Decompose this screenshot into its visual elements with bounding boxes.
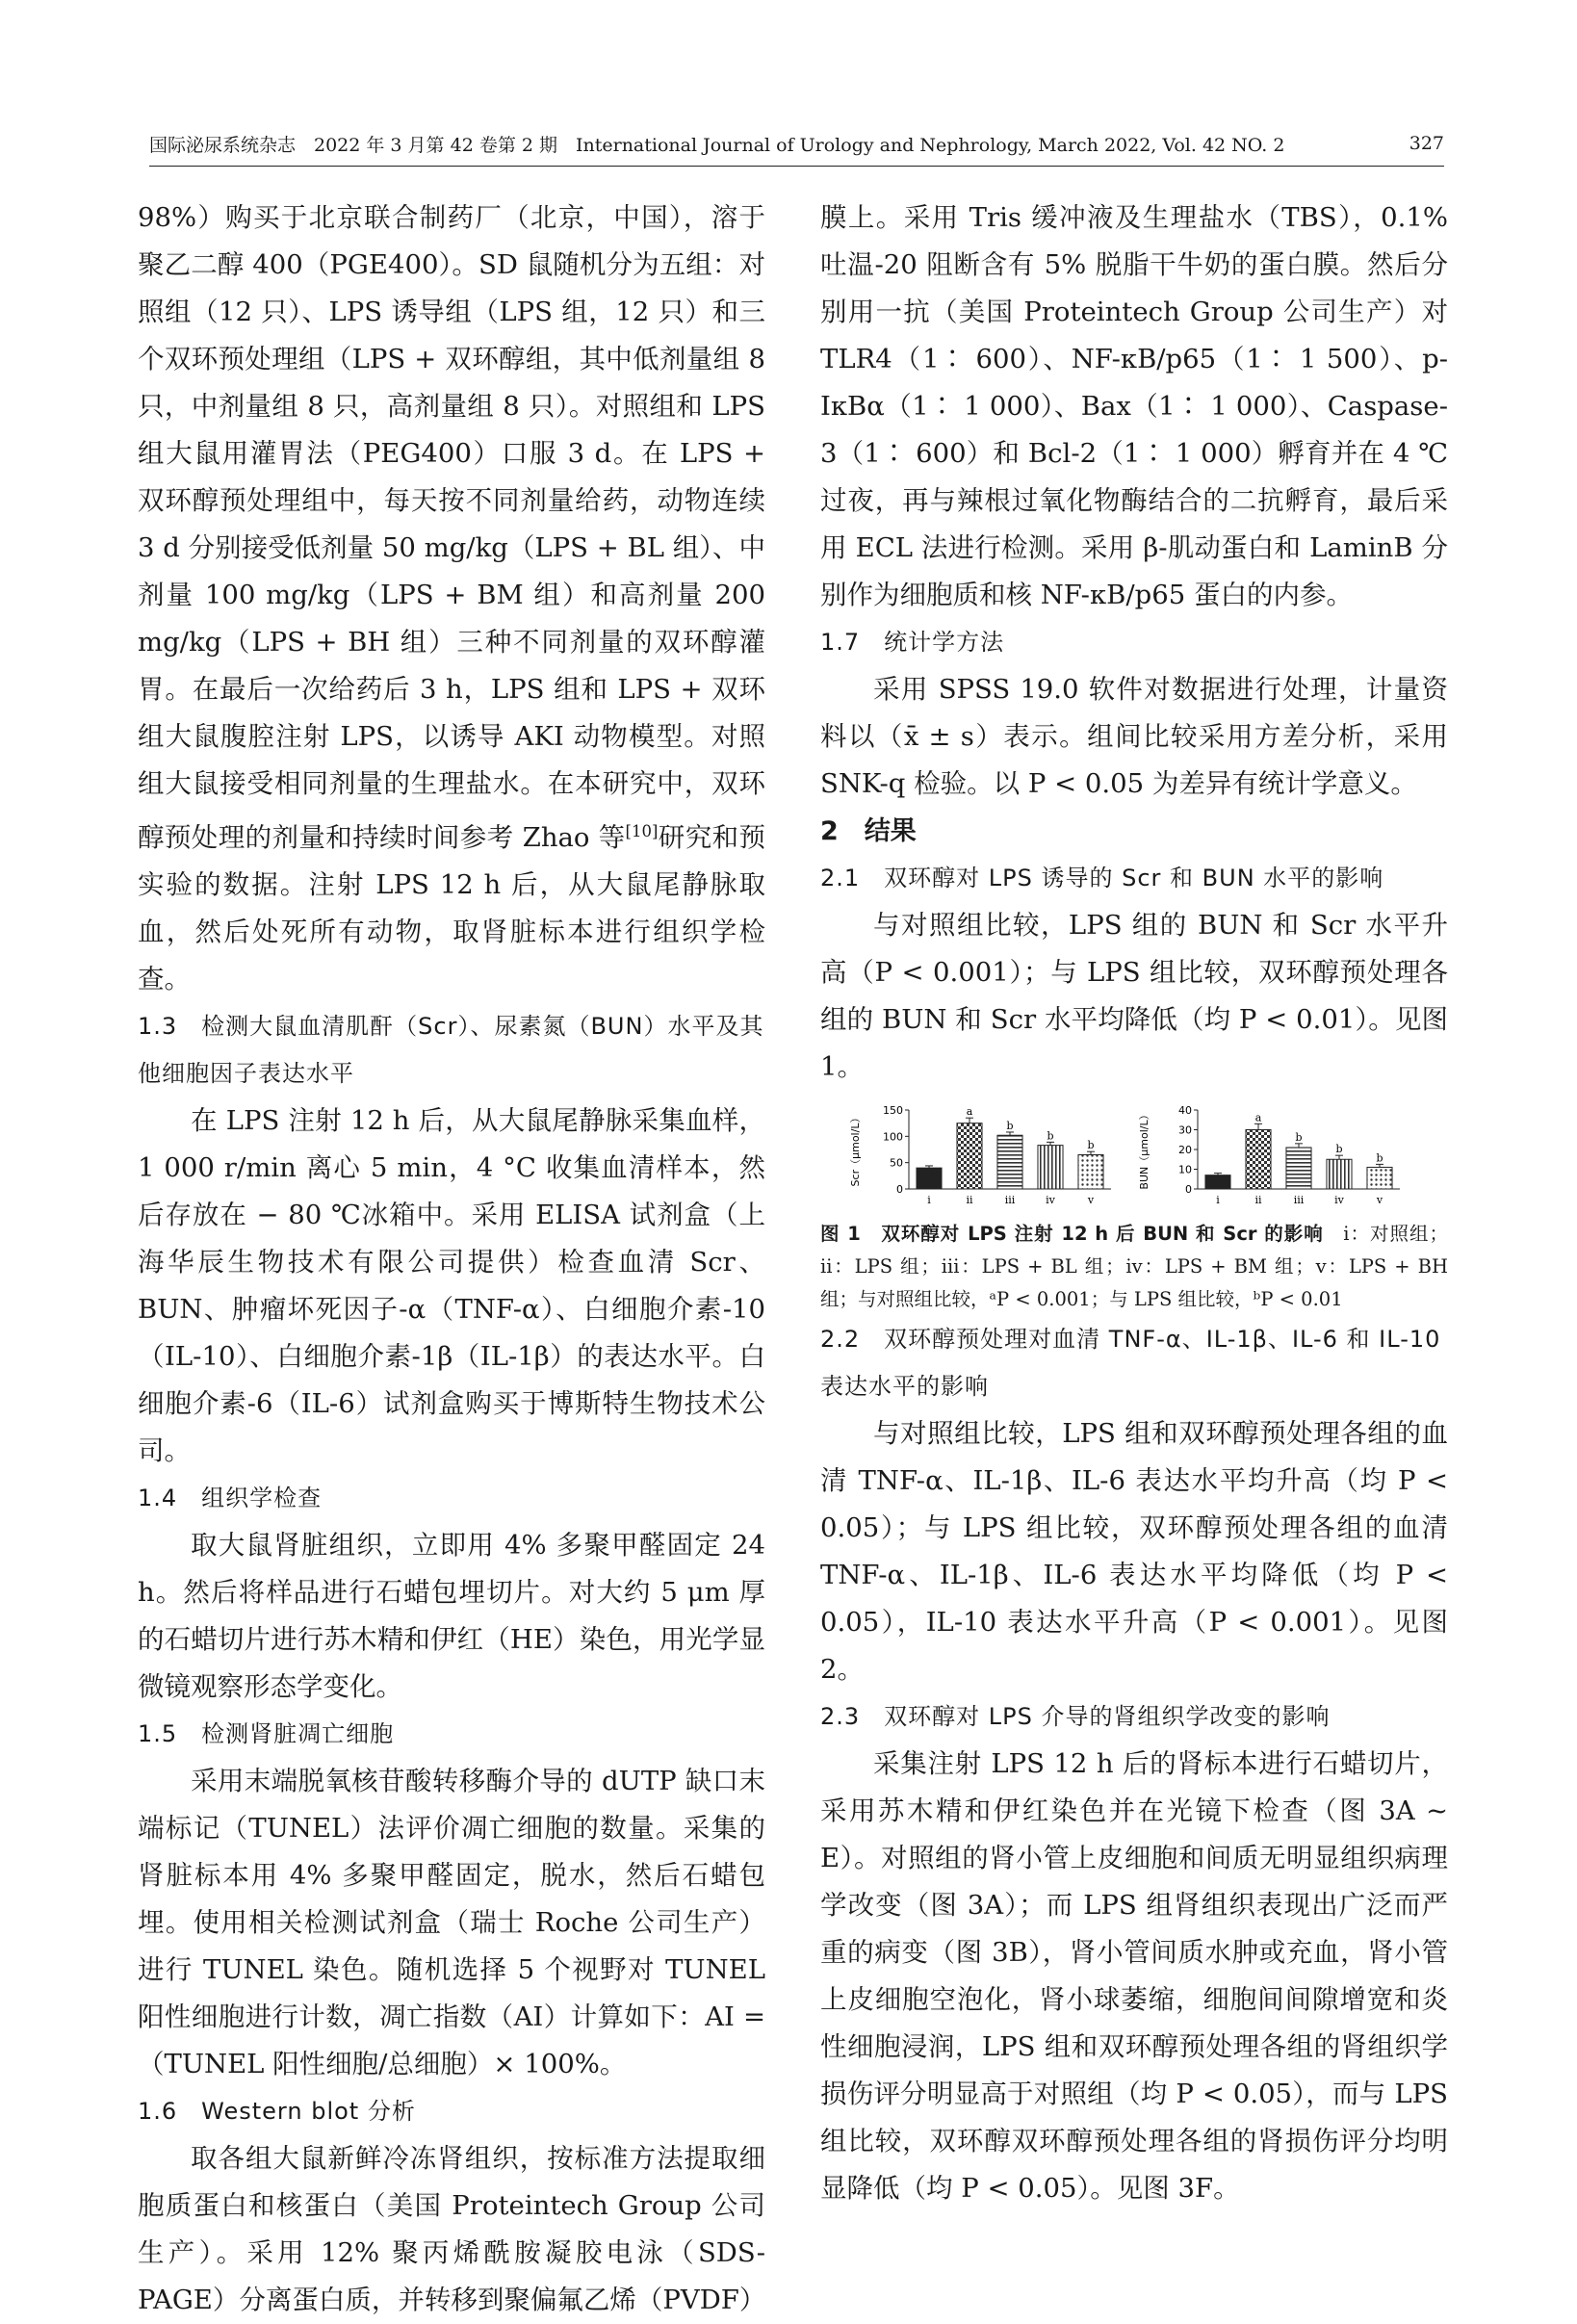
significance-label: b [1087,1139,1095,1152]
x-tick-label: iii [1004,1194,1016,1206]
bar [1038,1146,1063,1189]
paragraph-1-5: 采用末端脱氧核苷酸转移酶介导的 dUTP 缺口末端标记（TUNEL）法评价凋亡细胞的数量。采集的肾脏标本用 4% 多聚甲醛固定，脱水，然后石蜡包埋。使用相关检测试剂盒（瑞士 Roche 公司生产）进行 TUNEL 染色。随机选择 5 个视野对 TUNEL 阳性细胞进行计数，凋亡指数（AI）计算如下：AI =（TUNEL 阳性细胞/总细胞）× 100%。 [138,1766,765,2080]
section-heading-2-1: 2.1 双环醇对 LPS 诱导的 Scr 和 BUN 水平的影响 [820,865,1384,891]
paragraph-1-6-cont: 膜上。采用 Tris 缓冲液及生理盐水（TBS），0.1% 吐温-20 阻断含有 5% 脱脂干牛奶的蛋白膜。然后分别用一抗（美国 Proteintech Group 公司生产）对 TLR4（1∶ 600）、NF-κB/p65（1∶ 1 500）、p-IκBα（1∶ 1 000）、Bax（1∶ 1 000）、Caspase-3（1∶ 600）和 Bcl-2（1∶ 1 000）孵育并在 4 ℃过夜，再与辣根过氧化物酶结合的二抗孵育，最后采用 ECL 法进行检测。采用 β-肌动蛋白和 LaminB 分别作为细胞质和核 NF-κB/p65 蛋白的内参。 [820,202,1448,610]
bar [1367,1167,1392,1189]
x-tick-label: ii [966,1194,973,1206]
bar [1286,1148,1311,1189]
bar [997,1135,1022,1189]
bar [957,1123,982,1189]
paragraph-1-7: 采用 SPSS 19.0 软件对数据进行处理，计量资料以（x̄ ± s）表示。组间比较采用方差分析，采用 SNK-q 检验。以 P < 0.05 为差异有统计学意义。 [820,674,1448,799]
y-axis-label: BUN（μmol/L） [1138,1109,1150,1190]
paragraph-1-6: 取各组大鼠新鲜冷冻肾组织，按标准方法提取细胞质蛋白和核蛋白（美国 Proteintech Group 公司生产）。采用 12% 聚丙烯酰胺凝胶电泳（SDS-PAGE）分离蛋白质，并转移到聚偏氟乙烯（PVDF） [138,2143,766,2316]
bun-bar-chart [1128,1100,1427,1214]
y-tick-label: 0 [896,1183,903,1196]
y-tick-label: 50 [890,1156,903,1170]
header-rule [149,166,1444,167]
bar [1078,1154,1103,1189]
y-tick-label: 10 [1178,1163,1192,1176]
left-column [138,194,765,2324]
x-tick-label: iii [1293,1194,1305,1206]
section-heading-1-3: 1.3 检测大鼠血清肌酐（Scr）、尿素氮（BUN）水平及其他细胞因子表达水平 [138,1013,764,1088]
figure-1 [820,1100,1448,1214]
paragraph-2-2: 与对照组比较，LPS 组和双环醇预处理各组的血清 TNF-α、IL-1β、IL-6 表达水平均升高（均 P < 0.05）；与 LPS 组比较，双环醇预处理各组的血清 TNF-α、IL-1β、IL-6 表达水平均降低（均 P < 0.05），IL-10 表达水平升高（P < 0.001）。见图 2。 [820,1418,1448,1685]
x-tick-label: iv [1334,1194,1344,1206]
paragraph-1-4: 取大鼠肾脏组织，立即用 4% 多聚甲醛固定 24 h。然后将样品进行石蜡包埋切片。对大约 5 μm 厚的石蜡切片进行苏木精和伊红（HE）染色，用光学显微镜观察形态学变化。 [138,1530,765,1703]
y-tick-label: 30 [1178,1123,1192,1137]
section-heading-1-7: 1.7 统计学方法 [820,629,1005,656]
paragraph-2-1: 与对照组比较，LPS 组的 BUN 和 Scr 水平升高（P < 0.001）；与 LPS 组比较，双环醇预处理各组的 BUN 和 Scr 水平均降低（均 P < 0.01）。见图 1。 [820,910,1448,1082]
bar [1327,1159,1352,1189]
x-tick-label: v [1087,1194,1095,1206]
page-number: 327 [1409,133,1444,154]
citation-ref: [10] [625,822,659,840]
significance-label: a [1254,1111,1262,1124]
right-column [820,194,1448,2212]
significance-label: a [966,1105,973,1119]
bar [1246,1130,1271,1190]
figure-1-caption-body: ⅰ：对照组；ⅱ：LPS 组；ⅲ：LPS + BL 组；ⅳ：LPS + BM 组；ⅴ：LPS + BH 组；与对照组比较，ᵃP < 0.001；与 LPS 组比较，ᵇP < 0.01 [820,1223,1448,1310]
y-axis-label: Scr（μmol/L） [849,1112,862,1187]
scr-bar-chart [840,1100,1138,1214]
section-heading-2-3: 2.3 双环醇对 LPS 介导的肾组织学改变的影响 [820,1703,1331,1730]
y-tick-label: 100 [883,1130,903,1144]
x-tick-label: i [927,1194,931,1206]
figure-1-caption [820,1218,1448,1316]
significance-label: b [1047,1129,1054,1143]
x-tick-label: ii [1254,1194,1262,1206]
significance-label: b [1335,1143,1343,1156]
y-tick-label: 20 [1178,1144,1192,1156]
x-tick-label: v [1376,1194,1383,1206]
significance-label: b [1006,1119,1014,1132]
running-header [149,127,1444,160]
x-tick-label: iv [1046,1194,1055,1206]
section-heading-1-6: 1.6 Western blot 分析 [138,2098,416,2126]
paragraph-methods-groups: 98%）购买于北京联合制药厂（北京，中国），溶于聚乙二醇 400（PGE400）。SD 鼠随机分为五组：对照组（12 只）、LPS 诱导组（LPS 组，12 只）和三个双环预处理组（LPS + 双环醇组，其中低剂量组 8 只，中剂量组 8 只，高剂量组 8 只）。对照组和 LPS 组大鼠用灌胃法（PEG400）口服 3 d。在 LPS + 双环醇预处理组中，每天按不同剂量给药，动物连续 3 d 分别接受低剂量 50 mg/kg（LPS + BL 组）、中剂量 100 mg/kg（LPS + BM 组）和高剂量 200 mg/kg（LPS + BH 组）三种不同剂量的双环醇灌胃。在最后一次给药后 3 h，LPS 组和 LPS + 双环组大鼠腹腔注射 LPS，以诱导 AKI 动物模型。对照组大鼠接受相同剂量的生理盐水。在本研究中，双环醇预处理的剂量和持续时间参考 Zhao 等[10]研究和预实验的数据。注射 LPS 12 h 后，从大鼠尾静脉取血，然后处死所有动物，取肾脏标本进行组织学检查。 [138,202,765,995]
y-tick-label: 0 [1185,1183,1192,1196]
bar [917,1168,942,1189]
y-tick-label: 40 [1178,1104,1192,1117]
section-heading-1-5: 1.5 检测肾脏凋亡细胞 [138,1720,395,1748]
paragraph-2-3: 采集注射 LPS 12 h 后的肾标本进行石蜡切片，采用苏木精和伊红染色并在光镜下检查（图 3A ~ E）。对照组的肾小管上皮细胞和间质无明显组织病理学改变（图 3A）；而 LPS 组肾组织表现出广泛而严重的病变（图 3B），肾小管间质水肿或充血，肾小管上皮细胞空泡化，肾小球萎缩，细胞间间隙增宽和炎性细胞浸润，LPS 组和双环醇预处理各组的肾组织学损伤评分明显高于对照组（均 P < 0.05），而与 LPS 组比较，双环醇双环醇预处理各组的肾损伤评分均明显降低（均 P < 0.05）。见图 3F。 [820,1748,1448,2204]
x-tick-label: i [1216,1194,1220,1206]
significance-label: b [1295,1130,1303,1144]
y-tick-label: 150 [883,1104,903,1117]
journal-info: 国际泌尿系统杂志 2022 年 3 月第 42 卷第 2 期 International Journal of Urology and Nephrology, March 2022, Vol. 42 NO. 2 [149,134,1285,156]
significance-label: b [1376,1151,1383,1165]
paragraph-1-3: 在 LPS 注射 12 h 后，从大鼠尾静脉采集血样，1 000 r/min 离心 5 min，4 °C 收集血清样本，然后存放在 − 80 ℃冰箱中。采用 ELISA 试剂盒（上海华辰生物技术有限公司提供）检查血清 Scr、BUN、肿瘤坏死因子-α（TNF-α）、白细胞介素-10（IL-10）、白细胞介素-1β（IL-1β）的表达水平。白细胞介素-6（IL-6）试剂盒购买于博斯特生物技术公司。 [138,1105,765,1467]
bar [1205,1175,1230,1189]
section-heading-2-2: 2.2 双环醇预处理对血清 TNF-α、IL-1β、IL-6 和 IL-10 表达水平的影响 [820,1326,1441,1400]
section-heading-2: 2 结果 [820,816,917,846]
section-heading-1-4: 1.4 组织学检查 [138,1485,323,1512]
figure-1-caption-title: 图 1 双环醇对 LPS 注射 12 h 后 BUN 和 Scr 的影响 [820,1223,1324,1245]
